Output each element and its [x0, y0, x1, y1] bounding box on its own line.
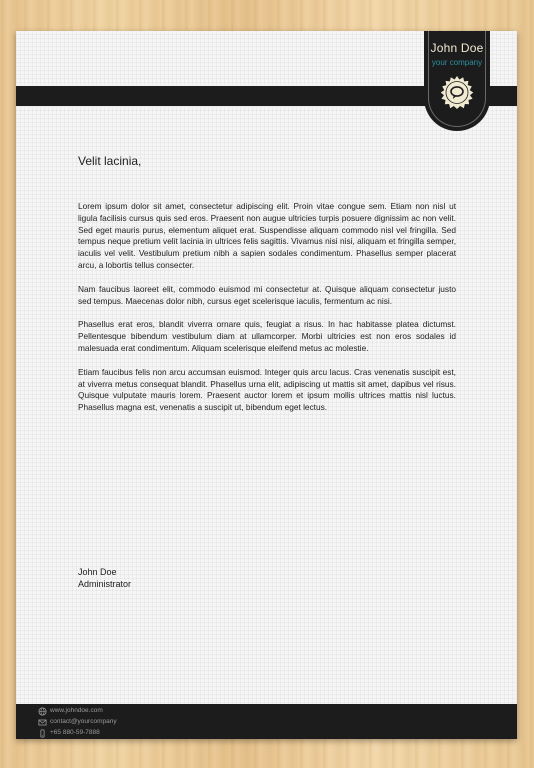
email-text: contact@yourcompany [50, 718, 117, 725]
footer-phone [38, 728, 100, 738]
badge-company: your company [431, 58, 483, 67]
signature-name: John Doe [78, 567, 117, 577]
letter-paragraph: Phasellus erat eros, blandit viverra ornare quis, feugiat a risus. In hac habitasse platea dictumst. Pellentesque bibendum vestibulum diam at ullamcorper. Morbi ultricies est non eros sodales id malesuada erat condimentum. Aliquam scelerisque eleifend metus ac molestie. [78, 319, 456, 353]
mobile-phone-icon [38, 729, 47, 738]
footer-website [38, 706, 103, 716]
letter-paragraph: Etiam faucibus felis non arcu accumsan euismod. Integer quis arcu lacus. Cras venenatis suscipit est, at viverra metus consequat blandit. Phasellus urna elit, adipiscing ut mattis sit amet, dapibus vel risus. Quisque vulputate mauris lorem. Praesent auctor lorem et ipsum mollis ultrices mattis nisl luctus. Phasellus magna est, venenatis a suscipit ut, bibendum eget lectus. [78, 366, 456, 413]
logo-badge [424, 31, 490, 131]
letter-paragraph: Lorem ipsum dolor sit amet, consectetur adipiscing elit. Proin vitae congue sem. Etiam non nisl ut ligula facilisis cursus quis sed eros. Praesent non augue ultricies turpis posuere dignissim ac non velit. Sed eget mauris purus, elementum aliquet erat. Suspendisse aliquam commodo nisl vel fringilla. Sed tempus neque pretium velit lacinia in ultrices felis sagittis. Vivamus nisi nisi, aliquam et fringilla semper, iaculis vel velit. Vestibulum pretium nibh a sapien sodales condimentum. Phasellus semper placerat arcu, a lobortis tellus consecter. [78, 201, 456, 270]
speech-bubble-icon [440, 76, 474, 110]
globe-icon [38, 707, 47, 716]
letter-body [78, 201, 456, 426]
signature-block [78, 567, 456, 590]
website-text: www.johndoe.com [50, 707, 103, 714]
envelope-icon [38, 718, 47, 727]
footer-band [16, 704, 517, 739]
footer-email [38, 717, 117, 727]
letterhead-page [16, 31, 517, 739]
badge-name: John Doe [430, 41, 484, 55]
phone-text: +65 880-59-7888 [50, 729, 100, 736]
letter-paragraph: Nam faucibus laoreet elit, commodo euismod mi consectetur at. Quisque aliquam consectetur justo sed tempus. Maecenas dolor nibh, cursus eget scelerisque iaculis, fermentum ac nisi. [78, 283, 456, 306]
signature-title: Administrator [78, 578, 132, 589]
letter-greeting: Velit lacinia, [78, 154, 142, 168]
